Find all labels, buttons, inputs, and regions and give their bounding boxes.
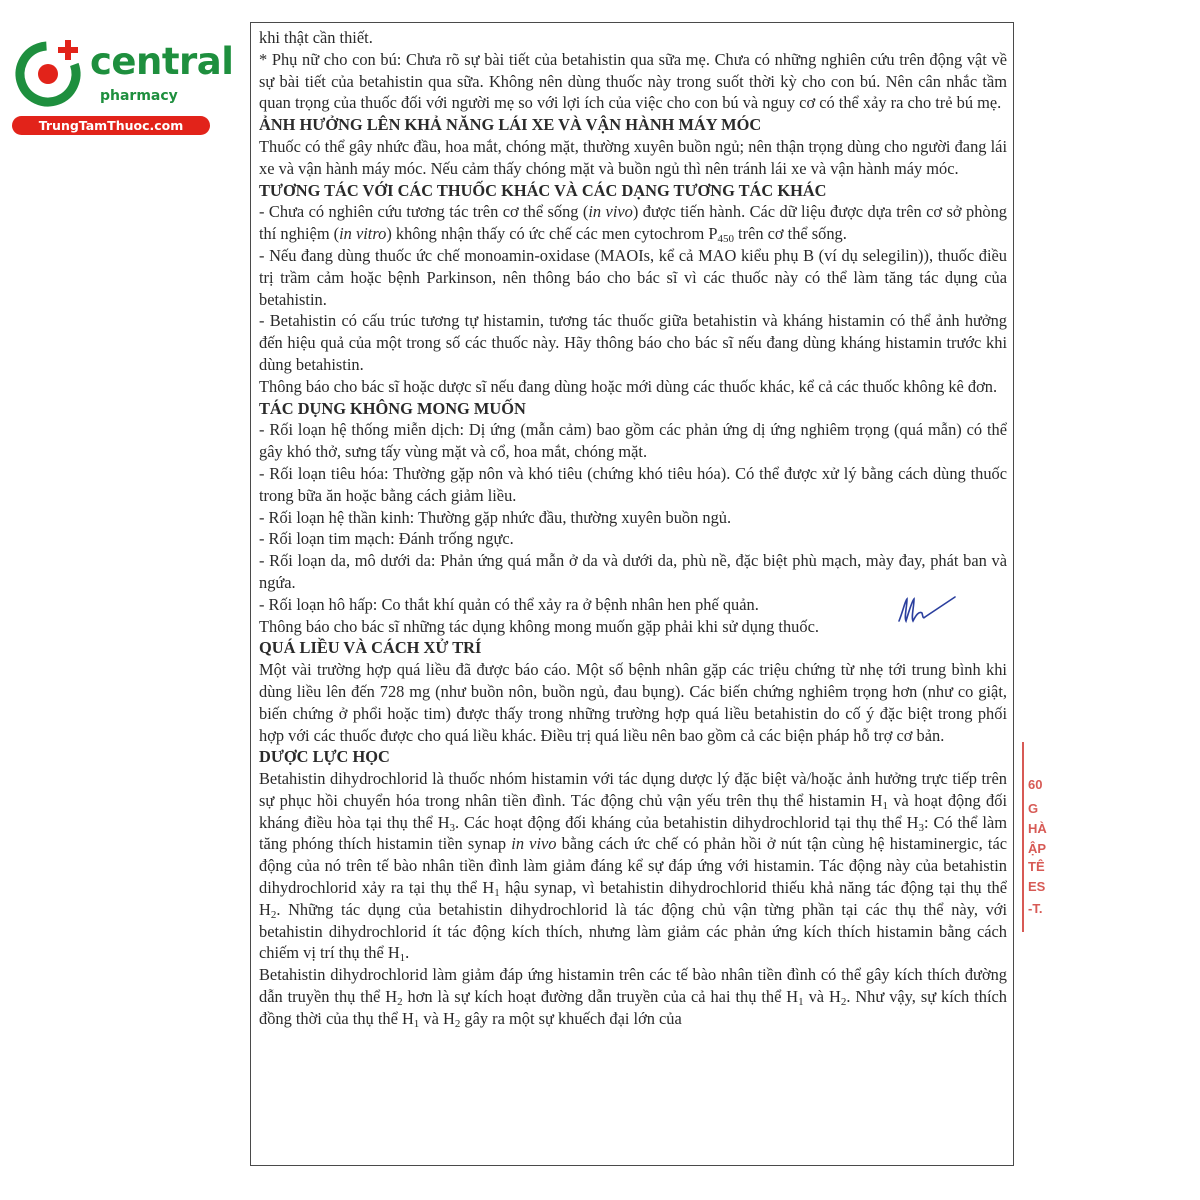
- stamp-fragment: TÊ: [1028, 859, 1045, 874]
- stamp-fragment: ẬP: [1028, 841, 1047, 856]
- adverse-item: - Rối loạn hệ thống miễn dịch: Dị ứng (mẫn cảm) bao gồm các phản ứng dị ứng nghiêm trọng (quá mẫn) có thể gây khó thở, sưng tấy vùng mặt và cổ, hoa mắt, chóng mặt.: [259, 420, 1007, 462]
- central-pharmacy-logo-icon: [10, 34, 90, 114]
- breastfeeding-paragraph: * Phụ nữ cho con bú: Chưa rõ sự bài tiết của betahistin qua sữa mẹ. Chưa có những nghiên cứu trên động vật về sự bài tiết của betahistin qua sữa. Không nên dùng thuốc này trong suốt thời kỳ cho con bú. Nên cân nhắc tầm quan trọng của thuốc đối với người mẹ so với lợi ích của việc cho con bú và nguy cơ có thể xảy ra cho trẻ bú mẹ.: [259, 49, 1007, 113]
- overdose-heading: QUÁ LIỀU VÀ CÁCH XỬ TRÍ: [259, 638, 482, 658]
- pharmacodynamics-paragraph-1: Betahistin dihydrochlorid là thuốc nhóm histamin với tác dụng dược lý đặc biệt và/hoặc ảnh hưởng trực tiếp trên sự phục hồi chuyển hóa trong nhân tiền đình. Tác động chủ vận yếu trên thụ thể histamin $H_1$ và hoạt động đối kháng điều hòa tại thụ thể $H_3$. Các hoạt động đối kháng của betahistin dihydrochlorid tại thụ thể $H_3$: Có thể làm tăng phóng thích histamin tiền synap in vivo bằng cách ức chế có phản hồi ở nút tận cùng hệ histaminergic, tác động của nó trên tế bào nhân tiền đình làm giảm đáng kể sự đáp ứng với histamin. Tác động này của betahistin dihydrochlorid xảy ra tại thụ thể $H_1$ hậu synap, vì betahistin dihydrochlorid thiếu khả năng tác động tại thụ thể $H_2$. Những tác dụng của betahistin dihydrochlorid là tác động chủ vận từng phần tại các thụ thể này, với betahistin dihydrochlorid ít tác động kích thích, nhưng làm giảm các phản ứng kích thích histamin bằng cách chiếm vị trí thụ thể $H_1$.: [259, 769, 1008, 965]
- logo-brand-name: central: [90, 40, 234, 83]
- overdose-paragraph: Một vài trường hợp quá liều đã được báo cáo. Một số bệnh nhân gặp các triệu chứng từ nhẹ tới trung bình khi dùng liều lên đến 728 mg (như buồn nôn, buồn ngủ, đau bụng). Các biến chứng nghiêm trọng hơn (như co giật, biến chứng ở phổi hoặc tim) được thấy trong những trường hợp quá liều betahistin do cố ý đặc biệt trong phối hợp với các thuốc được cho quá liều khác. Điều trị quá liều nên bao gồm cả các biện pháp hỗ trợ cơ bản.: [259, 660, 1007, 745]
- pharmacodynamics-paragraph-2: Betahistin dihydrochlorid làm giảm đáp ứng histamin trên các tế bào nhân tiền đình có thể gây kích thích đường dẫn truyền thụ thể $H_2$ hơn là sự kích hoạt đường dẫn truyền của cả hai thụ thể $H_1$ và $H_2$. Như vậy, sự kích thích đồng thời của thụ thể $H_1$ và $H_2$ gây ra một sự khuếch đại lớn của: [259, 965, 1007, 1030]
- adverse-item: - Rối loạn tiêu hóa: Thường gặp nôn và khó tiêu (chứng khó tiêu hóa). Có thể được xử lý bằng cách dùng thuốc trong bữa ăn hoặc bằng cách giảm liều.: [259, 463, 1007, 505]
- interactions-paragraph-4: Thông báo cho bác sĩ hoặc dược sĩ nếu đang dùng hoặc mới dùng các thuốc khác, kể cả các thuốc không kê đơn.: [259, 376, 998, 396]
- adverse-heading: TÁC DỤNG KHÔNG MONG MUỐN: [259, 398, 526, 418]
- leaflet-content: [259, 27, 1007, 1030]
- driving-heading: ẢNH HƯỞNG LÊN KHẢ NĂNG LÁI XE VÀ VẬN HÀNH MÁY MÓC: [259, 115, 762, 135]
- handwritten-signature-icon: [895, 593, 959, 629]
- adverse-item: - Rối loạn hệ thần kinh: Thường gặp nhức đầu, thường xuyên buồn ngủ.: [259, 507, 732, 527]
- interactions-paragraph-3: - Betahistin có cấu trúc tương tự histamin, tương tác thuốc giữa betahistin và kháng histamin có thể ảnh hưởng đến hiệu quả của một trong số các thuốc này. Hãy thông báo cho bác sĩ nếu đang dùng kháng histamin trước khi dùng betahistin.: [259, 311, 1007, 374]
- central-pharmacy-logo: [10, 32, 234, 136]
- intro-line: khi thật cần thiết.: [259, 28, 373, 47]
- adverse-item: - Rối loạn tim mạch: Đánh trống ngực.: [259, 529, 514, 549]
- logo-url-badge: TrungTamThuoc.com: [12, 116, 210, 135]
- adverse-note: Thông báo cho bác sĩ những tác dụng không mong muốn gặp phải khi sử dụng thuốc.: [259, 616, 819, 636]
- adverse-item: - Rối loạn da, mô dưới da: Phản ứng quá mẫn ở da và dưới da, phù nề, đặc biệt phù mạch, mày đay, phát ban và ngứa.: [259, 551, 1007, 592]
- stamp-fragment: ES: [1028, 879, 1046, 894]
- interactions-heading: TƯƠNG TÁC VỚI CÁC THUỐC KHÁC VÀ CÁC DẠNG TƯƠNG TÁC KHÁC: [259, 180, 827, 200]
- logo-sub-name: pharmacy: [100, 88, 178, 104]
- adverse-item: - Rối loạn hô hấp: Co thắt khí quản có thể xảy ra ở bệnh nhân hen phế quản.: [259, 594, 759, 614]
- stamp-fragment: 60: [1028, 777, 1043, 792]
- stamp-fragment: HÀ: [1028, 821, 1047, 836]
- driving-paragraph: Thuốc có thể gây nhức đầu, hoa mắt, chóng mặt, thường xuyên buồn ngủ; nên thận trọng dùng cho người đang lái xe và vận hành máy móc. Nếu cảm thấy chóng mặt và buồn ngủ thì nên tránh lái xe và vận hành máy móc.: [259, 136, 1007, 178]
- pharmacodynamics-heading: DƯỢC LỰC HỌC: [259, 747, 390, 767]
- partial-red-stamp: [1022, 742, 1050, 932]
- stamp-fragment: -T.: [1028, 901, 1043, 916]
- interactions-paragraph-1: - Chưa có nghiên cứu tương tác trên cơ thể sống (in vivo) được tiến hành. Các dữ liệu được dựa trên cơ sở phòng thí nghiệm (in vitro) không nhận thấy có ức chế các men cytochrom $P_{450}$ trên cơ thể sống.: [259, 202, 1007, 246]
- interactions-paragraph-2: - Nếu đang dùng thuốc ức chế monoamin-oxidase (MAOIs, kể cả MAO kiểu phụ B (ví dụ selegilin)), thuốc điều trị trầm cảm hoặc bệnh Parkinson, nên thông báo cho bác sĩ vì các thuốc này có thể làm tăng tác dụng của betahistin.: [259, 245, 1007, 309]
- stamp-fragment: G: [1028, 801, 1039, 816]
